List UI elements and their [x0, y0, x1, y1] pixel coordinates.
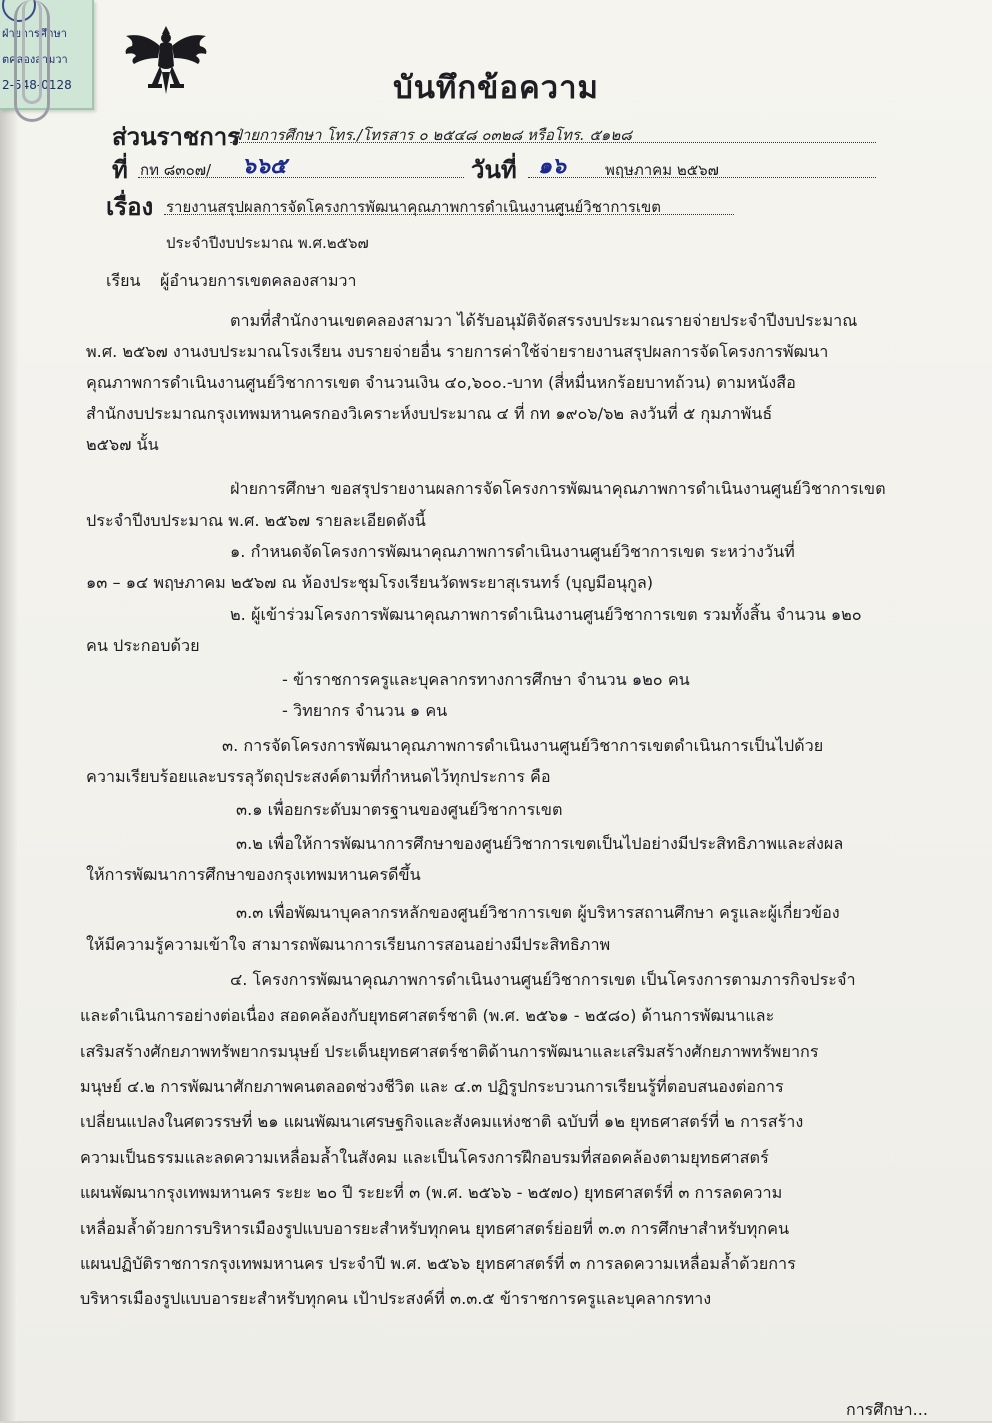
memo-title: บันทึกข้อความ	[393, 70, 599, 106]
to-value: ผู้อำนวยการเขตคลองสามวา	[160, 271, 357, 290]
body-line: ประจำปีงบประมาณ พ.ศ. ๒๕๖๗ รายละเอียดดังนี้	[86, 511, 426, 530]
body-line: ๔. โครงการพัฒนาคุณภาพการดำเนินงานศูนย์วิชาการเขต เป็นโครงการตามภารกิจประจำ	[230, 970, 856, 989]
subject-label: เรื่อง	[106, 193, 154, 221]
agency-value: ฝ่ายการศึกษา โทร./โทรสาร ๐ ๒๕๔๘ ๐๓๒๘ หรือโทร. ๕๑๒๘	[233, 126, 632, 144]
body-line: เปลี่ยนแปลงในศตวรรษที่ ๒๑ แผนพัฒนาเศรษฐกิจและสังคมแห่งชาติ ฉบับที่ ๑๒ ยุทธศาสตร์ที่ ๒ การสร้าง	[80, 1112, 804, 1131]
date-day-handwritten: ๑๖	[538, 153, 566, 179]
body-line: บริหารเมืองรูปแบบอารยะสำหรับทุกคน เป้าประสงค์ที่ ๓.๓.๕ ข้าราชการครูและบุคลากรทาง	[80, 1289, 712, 1308]
body-line: แผนพัฒนากรุงเทพมหานคร ระยะ ๒๐ ปี ระยะที่ ๓ (พ.ศ. ๒๕๖๖ - ๒๕๗๐) ยุทธศาสตร์ที่ ๓ การลดความ	[80, 1183, 783, 1202]
subject-dotline	[164, 214, 734, 215]
date-value: พฤษภาคม ๒๕๖๗	[605, 161, 719, 179]
body-line: ความเป็นธรรมและลดความเหลื่อมล้ำในสังคม และเป็นโครงการฝึกอบรมที่สอดคล้องตามยุทธศาสตร์	[80, 1148, 769, 1167]
body-line: ๓. การจัดโครงการพัฒนาคุณภาพการดำเนินงานศูนย์วิชาการเขตดำเนินการเป็นไปด้วย	[222, 736, 824, 755]
subject-line-2: ประจำปีงบประมาณ พ.ศ.๒๕๖๗	[166, 234, 369, 252]
date-label: วันที่	[471, 156, 517, 184]
agency-dotline	[230, 142, 876, 143]
continuation-marker: การศึกษา...	[846, 1400, 928, 1419]
body-line: มนุษย์ ๔.๒ การพัฒนาศักยภาพคนตลอดช่วงชีวิต และ ๔.๓ ปฏิรูปกระบวนการเรียนรู้ที่ตอบสนองต่อการ	[80, 1077, 784, 1096]
body-line: ให้การพัฒนาการศึกษาของกรุงเทพมหานครดีขึ้น	[86, 865, 421, 884]
body-line: ๒. ผู้เข้าร่วมโครงการพัฒนาคุณภาพการดำเนินงานศูนย์วิชาการเขต รวมทั้งสิ้น จำนวน ๑๒๐	[230, 605, 862, 624]
body-line: ๒๕๖๗ นั้น	[86, 435, 159, 454]
body-line: ๑. กำหนดจัดโครงการพัฒนาคุณภาพการดำเนินงานศูนย์วิชาการเขต ระหว่างวันที่	[230, 542, 795, 561]
body-line: - ข้าราชการครูและบุคลากรทางการศึกษา จำนวน ๑๒๐ คน	[282, 670, 690, 689]
body-line: ตามที่สำนักงานเขตคลองสามวา ได้รับอนุมัติจัดสรรงบประมาณรายจ่ายประจำปีงบประมาณ	[230, 311, 858, 330]
body-line: ฝ่ายการศึกษา ขอสรุปรายงานผลการจัดโครงการพัฒนาคุณภาพการดำเนินงานศูนย์วิชาการเขต	[230, 479, 886, 498]
body-line: ให้มีความรู้ความเข้าใจ สามารถพัฒนาการเรียนการสอนอย่างมีประสิทธิภาพ	[86, 935, 611, 954]
sticker-line-3: 2-548-0128	[2, 78, 72, 92]
ref-label: ที่	[112, 156, 128, 184]
body-line: ๓.๑ เพื่อยกระดับมาตรฐานของศูนย์วิชาการเขต	[236, 800, 563, 819]
sticker-line-2: ตคลองสามวา	[2, 53, 68, 66]
body-line: พ.ศ. ๒๕๖๗ งานงบประมาณโรงเรียน งบรายจ่ายอื่น รายการค่าใช้จ่ายรายงานสรุปผลการจัดโครงการพัฒนา	[86, 342, 829, 361]
body-line: สำนักงบประมาณกรุงเทพมหานครกองวิเคราะห์งบประมาณ ๔ ที่ กท ๑๙๐๖/๖๒ ลงวันที่ ๕ กุมภาพันธ์	[86, 404, 773, 423]
body-line: คน ประกอบด้วย	[86, 636, 200, 655]
to-label: เรียน	[106, 271, 141, 290]
body-line: ๓.๒ เพื่อให้การพัฒนาการศึกษาของศูนย์วิชาการเขตเป็นไปอย่างมีประสิทธิภาพและส่งผล	[236, 834, 844, 853]
paper-edge-shadow	[0, 0, 18, 1421]
subject-line-1: รายงานสรุปผลการจัดโครงการพัฒนาคุณภาพการดำเนินงานศูนย์วิชาการเขต	[166, 198, 662, 216]
ref-number-handwritten: ๖๖๕	[242, 153, 287, 179]
body-line: และดำเนินการอย่างต่อเนื่อง สอดคล้องกับยุทธศาสตร์ชาติ (พ.ศ. ๒๕๖๑ - ๒๕๘๐) ด้านการพัฒนาและ	[80, 1006, 775, 1025]
body-line: - วิทยากร จำนวน ๑ คน	[282, 701, 448, 720]
ref-dotline	[138, 177, 464, 178]
body-line: ๓.๓ เพื่อพัฒนาบุคลากรหลักของศูนย์วิชาการเขต ผู้บริหารสถานศึกษา ครูและผู้เกี่ยวข้อง	[236, 903, 840, 922]
date-dotline	[528, 177, 876, 178]
body-line: ความเรียบร้อยและบรรลุวัตถุประสงค์ตามที่กำหนดไว้ทุกประการ คือ	[86, 767, 551, 786]
body-line: แผนปฏิบัติราชการกรุงเทพมหานคร ประจำปี พ.ศ. ๒๕๖๖ ยุทธศาสตร์ที่ ๓ การลดความเหลื่อมล้ำด้วยการ	[80, 1254, 796, 1273]
body-line: เหลื่อมล้ำด้วยการบริหารเมืองรูปแบบอารยะสำหรับทุกคน ยุทธศาสตร์ย่อยที่ ๓.๓ การศึกษาสำหรับทุกคน	[80, 1219, 790, 1238]
body-line: เสริมสร้างศักยภาพทรัพยากรมนุษย์ ประเด็นยุทธศาสตร์ชาติด้านการพัฒนาและเสริมสร้างศักยภาพทรัพยากร	[80, 1042, 819, 1061]
body-line: คุณภาพการดำเนินงานศูนย์วิชาการเขต จำนวนเงิน ๔๐,๖๐๐.-บาท (สี่หมื่นหกร้อยบาทถ้วน) ตามหนังสือ	[86, 373, 796, 392]
body-line: ๑๓ – ๑๔ พฤษภาคม ๒๕๖๗ ณ ห้องประชุมโรงเรียนวัดพระยาสุเรนทร์ (บุญมีอนุกูล)	[86, 573, 654, 592]
agency-label: ส่วนราชการ	[112, 123, 241, 151]
ref-value: กท ๘๓๐๗/	[140, 161, 212, 179]
sticker-line-1: ฝ่ายการศึกษา	[2, 27, 67, 40]
